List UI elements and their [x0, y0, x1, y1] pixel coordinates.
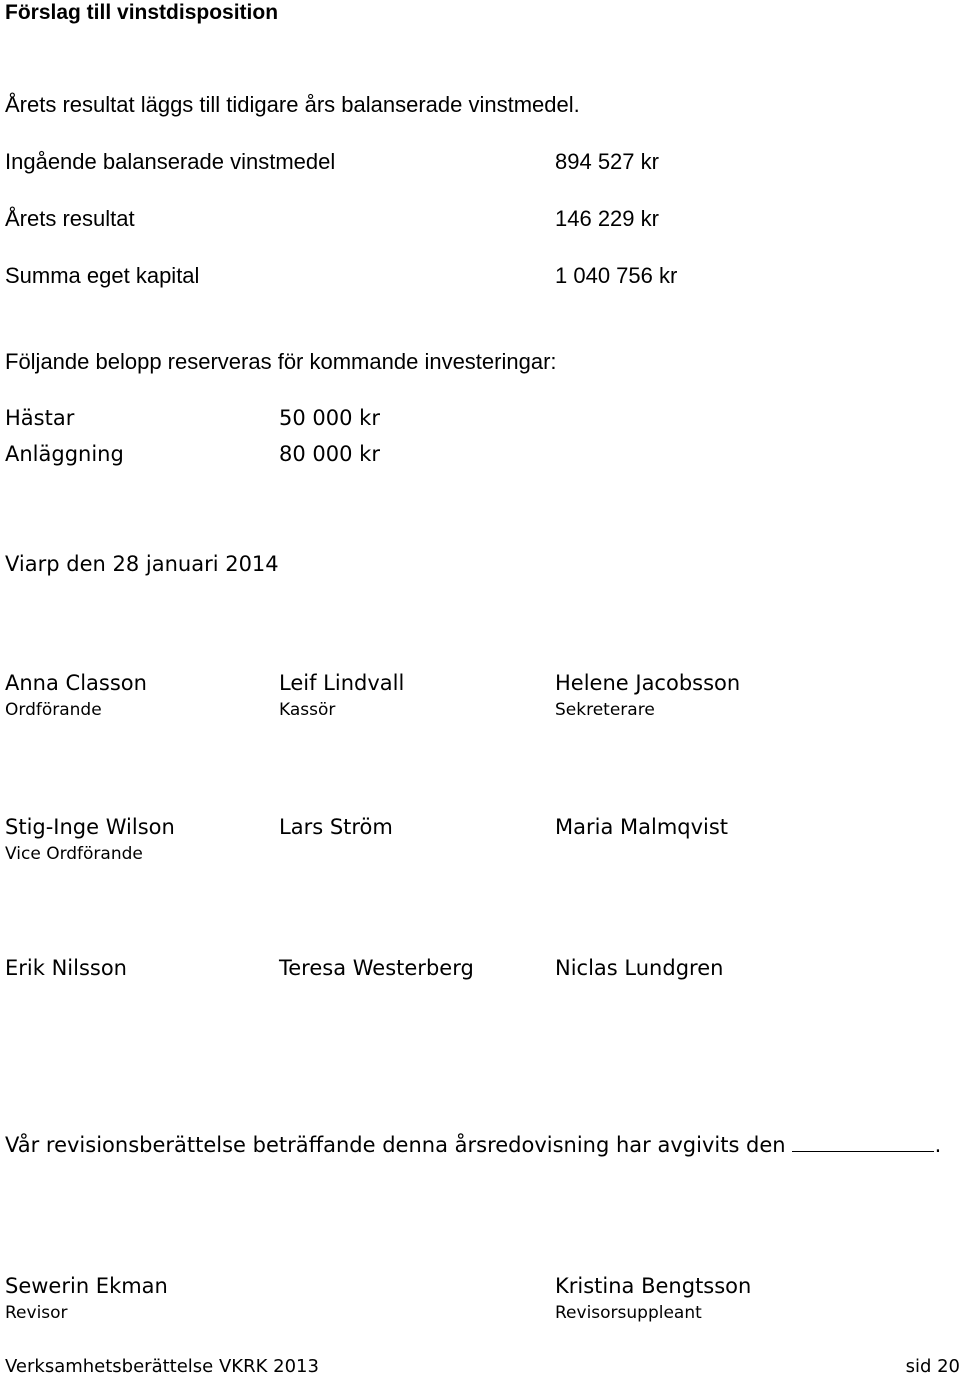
page-number: sid 20: [905, 1356, 960, 1377]
reserve-label: Anläggning: [5, 442, 124, 466]
signatory-name: Erik Nilsson: [5, 956, 127, 980]
disposition-amount: 146 229 kr: [555, 206, 659, 231]
reserve-amount: 80 000 kr: [279, 442, 380, 466]
reserve-intro: Följande belopp reserveras för kommande investeringar:: [5, 349, 557, 374]
signatory-name: Maria Malmqvist: [555, 815, 729, 839]
signatory-name: Teresa Westerberg: [279, 956, 474, 980]
signatory-role: Kassör: [279, 700, 336, 720]
page-title: Förslag till vinstdisposition: [5, 1, 279, 24]
reserve-label: Hästar: [5, 406, 75, 430]
signatory-name: Stig-Inge Wilson: [5, 815, 175, 839]
signatory-name: Leif Lindvall: [279, 671, 405, 695]
signatory-name: Niclas Lundgren: [555, 956, 724, 980]
disposition-amount: 1 040 756 kr: [555, 263, 678, 288]
signatory-name: Helene Jacobsson: [555, 671, 741, 695]
signatory-role: Vice Ordförande: [5, 844, 143, 864]
disposition-amount: 894 527 kr: [555, 149, 659, 174]
auditor-role: Revisor: [5, 1303, 68, 1323]
date-blank-line: [792, 1133, 934, 1152]
footer-title: Verksamhetsberättelse VKRK 2013: [5, 1356, 319, 1377]
auditor-role: Revisorsuppleant: [555, 1303, 702, 1323]
disposition-label: Årets resultat: [5, 206, 135, 231]
signatory-role: Ordförande: [5, 700, 102, 720]
disposition-label: Ingående balanserade vinstmedel: [5, 149, 336, 174]
signatory-name: Anna Classon: [5, 671, 147, 695]
intro-text: Årets resultat läggs till tidigare års balanserade vinstmedel.: [5, 92, 580, 117]
signatory-role: Sekreterare: [555, 700, 655, 720]
place-date: Viarp den 28 januari 2014: [5, 552, 279, 576]
auditor-name: Sewerin Ekman: [5, 1274, 168, 1298]
audit-statement: Vår revisionsberättelse beträffande denna årsredovisning har avgivits den: [5, 1133, 786, 1157]
signatory-name: Lars Ström: [279, 815, 393, 839]
disposition-label: Summa eget kapital: [5, 263, 200, 288]
auditor-name: Kristina Bengtsson: [555, 1274, 752, 1298]
audit-statement-end: .: [934, 1133, 942, 1157]
reserve-amount: 50 000 kr: [279, 406, 380, 430]
audit-statement-line: [5, 1132, 941, 1158]
